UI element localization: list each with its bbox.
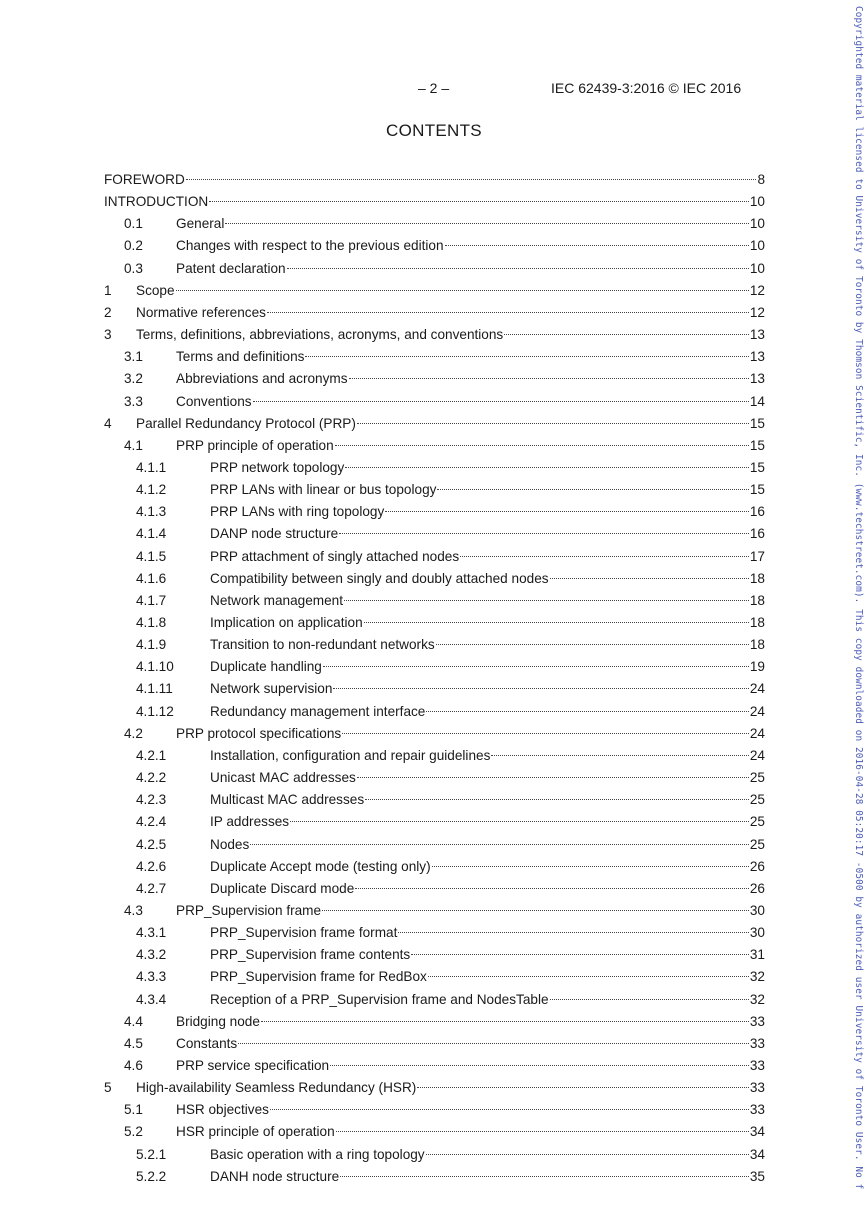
toc-entry-body [210,857,765,877]
toc-entry-page: 14 [749,393,765,409]
toc-entry-number: 0.2 [124,238,143,254]
toc-entry[interactable] [0,724,868,744]
toc-entry-body [210,990,765,1010]
toc-entry[interactable] [0,325,868,345]
toc-entry-title: Normative references [136,304,266,320]
toc-entry-number: 5 [104,1080,112,1096]
toc-entry[interactable] [0,347,868,367]
toc-entry-number: 4.1.8 [136,615,167,630]
toc-entry-number: 4.2.3 [136,792,167,808]
toc-entry-page: 34 [749,1124,765,1140]
toc-entry-body [176,1012,765,1032]
toc-entry-page: 34 [749,1146,765,1162]
toc-dot-leader [550,999,749,1000]
toc-entry-body [176,1034,765,1054]
toc-entry-page: 15 [749,415,765,431]
toc-entry-number: 4.1.9 [136,637,167,653]
toc-dot-leader [357,423,749,424]
toc-entry-title: Changes with respect to the previous edition [176,238,444,254]
toc-entry-body [210,967,765,987]
toc-entry-title: IP addresses [210,814,290,830]
toc-entry[interactable] [0,259,868,279]
toc-entry[interactable] [0,879,868,899]
toc-entry-number: 4.3 [124,902,143,918]
toc-entry-page: 33 [749,1058,765,1073]
toc-entry-number: 4.3.4 [136,991,167,1007]
toc-entry[interactable] [0,1078,868,1098]
toc-entry-body [210,1167,765,1187]
toc-dot-leader [225,223,749,224]
toc-entry-page: 10 [749,216,765,232]
toc-entry-title: Constants [176,1035,238,1051]
toc-entry-number: 4 [104,415,112,431]
toc-entry-body [210,1145,765,1165]
toc-entry-title: Abbreviations and acronyms [176,371,348,387]
toc-entry-page: 33 [749,1035,765,1051]
toc-entry-number: 4.4 [124,1013,143,1029]
toc-entry[interactable] [0,1034,868,1054]
toc-entry-number: 4.3.1 [136,925,167,941]
watermark-text: Copyrighted material licensed to University of Toronto by Thomson Scientific, Inc. (www.techstreet.com). This copy downloaded on 2016-04-28 05:20:17 -0500 by authorized user University of Toronto User. No f [853,6,864,1190]
toc-entry-body [176,392,765,412]
toc-entry-body [210,547,765,567]
standard-identifier: IEC 62439-3:2016 © IEC 2016 [551,80,742,96]
toc-entry-number: 3.3 [124,393,143,409]
toc-entry-title: PRP LANs with ring topology [210,504,385,520]
toc-entry-body [210,613,765,633]
toc-entry-title: PRP network topology [210,459,345,475]
toc-entry-page: 16 [749,504,765,520]
toc-entry-number: 4.1.4 [136,526,167,542]
toc-dot-leader [426,711,749,712]
toc-entry-title: PRP_Supervision frame contents [210,947,411,963]
toc-entry[interactable] [0,392,868,412]
toc-entry-number: 5.2.2 [136,1168,167,1184]
toc-entry[interactable] [0,613,868,633]
toc-dot-leader [437,489,748,490]
toc-entry[interactable] [0,1122,868,1142]
toc-entry-number: 5.2 [124,1124,143,1140]
toc-entry-body [176,236,765,256]
toc-entry-page: 13 [749,371,765,387]
toc-entry-title: PRP_Supervision frame [176,902,322,918]
toc-dot-leader [176,290,749,291]
toc-entry-body [210,746,765,766]
toc-entry[interactable] [0,1167,868,1187]
toc-entry-body [210,591,765,611]
toc-entry[interactable] [0,480,868,500]
toc-entry-body [210,657,765,677]
toc-dot-leader [261,1021,749,1022]
toc-dot-leader [186,179,757,180]
toc-entry-number: 4.3.3 [136,969,167,985]
page-number: – 2 – [418,80,450,96]
toc-entry-page: 12 [749,282,765,298]
toc-entry-body [176,436,765,456]
toc-dot-leader [290,821,749,822]
toc-dot-leader [209,201,749,202]
toc-entry-page: 25 [749,770,765,786]
toc-entry-title: PRP_Supervision frame for RedBox [210,969,427,985]
toc-dot-leader [460,556,749,557]
toc-entry-number: 4.2.7 [136,880,167,896]
toc-dot-leader [287,268,749,269]
toc-entry-title: Network supervision [210,681,333,697]
toc-entry-body [210,502,765,522]
toc-entry[interactable] [0,857,868,877]
toc-entry[interactable] [0,635,868,655]
toc-entry[interactable] [0,414,868,434]
toc-entry-body [210,679,765,699]
toc-dot-leader [305,356,748,357]
toc-dot-leader [339,533,749,534]
toc-dot-leader [385,511,749,512]
toc-entry[interactable] [0,1145,868,1165]
toc-entry-body [210,790,765,810]
toc-entry-page: 18 [749,592,765,608]
toc-entry-title: Scope [136,282,175,298]
toc-entry-number: 4.1.5 [136,548,167,564]
toc-entry-page: 10 [749,238,765,254]
toc-entry-title: HSR principle of operation [176,1124,335,1140]
toc-entry[interactable] [0,746,868,766]
toc-entry[interactable] [0,657,868,677]
toc-dot-leader [428,976,749,977]
toc-entry-page: 32 [749,991,765,1007]
toc-entry[interactable] [0,967,868,987]
toc-entry-title: INTRODUCTION [104,194,209,210]
toc-entry-body [136,325,765,345]
toc-entry-page: 15 [749,459,765,475]
toc-entry-title: Terms and definitions [176,349,305,365]
toc-entry-number: 4.1 [124,437,143,453]
toc-entry-title: Nodes [210,836,250,852]
toc-dot-leader [335,445,749,446]
toc-entry-title: General [176,216,225,232]
toc-dot-leader [436,644,749,645]
toc-entry-title: DANP node structure [210,526,339,542]
toc-entry-number: 2 [104,304,112,320]
toc-entry-title: Implication on application [210,615,363,630]
toc-dot-leader [250,844,749,845]
toc-entry-number: 4.2.1 [136,747,167,763]
toc-entry-title: Basic operation with a ring topology [210,1146,425,1162]
toc-dot-leader [342,733,749,734]
toc-entry[interactable] [0,591,868,611]
toc-entry-body [104,170,765,190]
toc-entry-number: 4.5 [124,1035,143,1051]
toc-entry-number: 4.1.11 [136,681,173,697]
toc-entry-number: 4.1.1 [136,459,167,475]
toc-entry[interactable] [0,281,868,301]
toc-entry-page: 31 [749,947,765,963]
toc-dot-leader [267,312,749,313]
toc-entry-title: DANH node structure [210,1168,340,1184]
toc-dot-leader [344,600,749,601]
toc-entry-number: 4.1.7 [136,592,167,608]
toc-entry-number: 3.2 [124,371,143,387]
toc-entry[interactable] [0,1056,868,1076]
toc-entry-title: Redundancy management interface [210,703,426,719]
toc-entry-page: 24 [749,747,765,763]
toc-entry-body [210,524,765,544]
toc-dot-leader [333,688,748,689]
toc-entry-title: Reception of a PRP_Supervision frame and NodesTable [210,991,549,1007]
toc-entry-title: High-availability Seamless Redundancy (HSR) [136,1080,417,1096]
toc-dot-leader [330,1065,749,1066]
toc-entry-page: 30 [749,925,765,941]
toc-entry-number: 0.3 [124,260,143,276]
toc-entry-page: 13 [749,327,765,343]
toc-entry-body [176,1122,765,1142]
copyright-watermark [852,6,866,1211]
toc-entry-page: 30 [749,902,765,918]
toc-dot-leader [253,401,749,402]
toc-entry-number: 4.2.2 [136,770,167,786]
toc-dot-leader [398,932,749,933]
toc-entry-title: Duplicate Discard mode [210,880,355,896]
toc-entry-body [176,369,765,389]
toc-entry-title: PRP LANs with linear or bus topology [210,482,437,498]
toc-entry[interactable] [0,436,868,456]
toc-entry-number: 0.1 [124,216,143,232]
toc-entry[interactable] [0,945,868,965]
toc-entry-number: 3 [104,327,112,343]
toc-entry-page: 25 [749,792,765,808]
toc-entry-title: Patent declaration [176,260,286,276]
toc-entry-title: Parallel Redundancy Protocol (PRP) [136,415,356,431]
toc-dot-leader [432,866,749,867]
toc-entry-title: FOREWORD [104,172,185,187]
toc-entry-page: 35 [749,1168,765,1184]
toc-entry-title: Transition to non-redundant networks [210,637,435,653]
toc-entry-number: 4.1.2 [136,482,167,498]
toc-entry-title: Multicast MAC addresses [210,792,365,808]
toc-entry[interactable] [0,990,868,1010]
toc-entry-page: 18 [749,615,765,630]
toc-entry-body [176,347,765,367]
toc-entry-number: 4.1.10 [136,659,174,675]
toc-entry-title: Bridging node [176,1013,260,1029]
toc-entry-number: 5.2.1 [136,1146,167,1162]
toc-dot-leader [349,378,749,379]
page-header [0,80,868,100]
toc-entry-number: 4.1.3 [136,504,167,520]
toc-dot-leader [270,1109,749,1110]
toc-entry-number: 4.2.4 [136,814,167,830]
toc-entry-title: PRP attachment of singly attached nodes [210,548,460,564]
toc-dot-leader [426,1154,749,1155]
toc-dot-leader [445,245,749,246]
toc-entry-body [210,480,765,500]
toc-entry[interactable] [0,1100,868,1120]
toc-entry-page: 15 [749,437,765,453]
toc-entry-page: 24 [749,681,765,697]
toc-entry-body [210,945,765,965]
toc-dot-leader [322,910,749,911]
toc-dot-leader [345,467,749,468]
toc-dot-leader [411,954,749,955]
toc-entry-page: 10 [749,194,765,210]
toc-dot-leader [417,1087,749,1088]
toc-entry-page: 17 [749,548,765,564]
toc-entry[interactable] [0,170,868,190]
toc-entry[interactable] [0,369,868,389]
toc-entry-number: 4.2.5 [136,836,167,852]
toc-entry[interactable] [0,679,868,699]
toc-dot-leader [323,666,749,667]
toc-entry-body [210,879,765,899]
toc-entry-body [210,635,765,655]
toc-entry-page: 18 [749,637,765,653]
toc-dot-leader [355,888,749,889]
toc-entry[interactable] [0,236,868,256]
toc-entry-number: 4.1.6 [136,570,167,586]
toc-entry[interactable] [0,458,868,478]
toc-dot-leader [336,1131,749,1132]
toc-entry-body [176,214,765,234]
toc-dot-leader [491,755,749,756]
toc-entry-number: 1 [104,282,112,298]
toc-entry-page: 10 [749,260,765,276]
toc-entry-page: 16 [749,526,765,542]
toc-entry-page: 8 [757,172,765,187]
toc-entry-page: 26 [749,858,765,874]
toc-entry[interactable] [0,214,868,234]
toc-entry[interactable] [0,702,868,722]
toc-entry-title: Duplicate Accept mode (testing only) [210,858,431,874]
toc-entry-title: PRP principle of operation [176,437,334,453]
toc-entry[interactable] [0,901,868,921]
toc-entry-page: 33 [749,1013,765,1029]
toc-entry-body [210,768,765,788]
toc-entry-page: 15 [749,482,765,498]
toc-entry-page: 33 [749,1080,765,1096]
toc-entry-title: Conventions [176,393,252,409]
toc-entry-body [176,901,765,921]
toc-entry-body [210,835,765,855]
toc-entry-title: Duplicate handling [210,659,322,675]
toc-entry[interactable] [0,835,868,855]
toc-entry-body [136,281,765,301]
toc-entry[interactable] [0,1012,868,1032]
toc-entry-body [210,702,765,722]
toc-entry-body [176,724,765,744]
toc-entry-body [136,1078,765,1098]
toc-entry-page: 24 [749,725,765,741]
toc-entry-number: 4.2 [124,725,143,741]
toc-entry[interactable] [0,790,868,810]
toc-entry-body [210,569,765,589]
toc-entry[interactable] [0,812,868,832]
toc-entry-body [176,1056,765,1076]
toc-entry-page: 19 [749,659,765,675]
toc-entry-title: PRP protocol specifications [176,725,342,741]
toc-entry-body [210,458,765,478]
toc-entry-title: Compatibility between singly and doubly attached nodes [210,570,549,586]
toc-entry-page: 25 [749,814,765,830]
toc-dot-leader [364,622,749,623]
toc-entry-page: 18 [749,570,765,586]
toc-entry[interactable] [0,923,868,943]
toc-entry-body [176,1100,765,1120]
toc-entry-page: 12 [749,304,765,320]
toc-entry-title: Terms, definitions, abbreviations, acronyms, and conventions [136,327,504,343]
toc-entry-body [136,303,765,323]
toc-entry-title: PRP service specification [176,1058,330,1073]
toc-entry-page: 33 [749,1102,765,1118]
toc-entry-page: 32 [749,969,765,985]
toc-entry[interactable] [0,502,868,522]
toc-entry-body [210,923,765,943]
toc-entry-number: 4.2.6 [136,858,167,874]
toc-entry-number: 4.3.2 [136,947,167,963]
toc-entry-number: 5.1 [124,1102,143,1118]
toc-entry[interactable] [0,524,868,544]
toc-entry-page: 13 [749,349,765,365]
toc-dot-leader [238,1043,749,1044]
toc-entry-body [104,192,765,212]
toc-entry-page: 25 [749,836,765,852]
toc-entry-title: PRP_Supervision frame format [210,925,398,941]
toc-entry-body [210,812,765,832]
toc-entry-body [176,259,765,279]
toc-entry[interactable] [0,192,868,212]
toc-entry-title: Unicast MAC addresses [210,770,356,786]
toc-entry-page: 24 [749,703,765,719]
toc-dot-leader [357,777,749,778]
toc-entry-title: HSR objectives [176,1102,269,1118]
toc-entry-number: 4.6 [124,1058,143,1073]
toc-entry-number: 3.1 [124,349,143,365]
toc-dot-leader [504,334,749,335]
toc-entry[interactable] [0,547,868,567]
toc-dot-leader [550,578,749,579]
toc-entry-title: Installation, configuration and repair guidelines [210,747,491,763]
toc-entry[interactable] [0,768,868,788]
toc-entry-number: 4.1.12 [136,703,174,719]
toc-dot-leader [365,799,749,800]
page-title: CONTENTS [386,121,482,140]
toc-entry-title: Network management [210,592,343,608]
toc-dot-leader [340,1176,749,1177]
toc-entry-body [136,414,765,434]
toc-entry[interactable] [0,303,868,323]
toc-entry[interactable] [0,569,868,589]
toc-entry-page: 26 [749,880,765,896]
